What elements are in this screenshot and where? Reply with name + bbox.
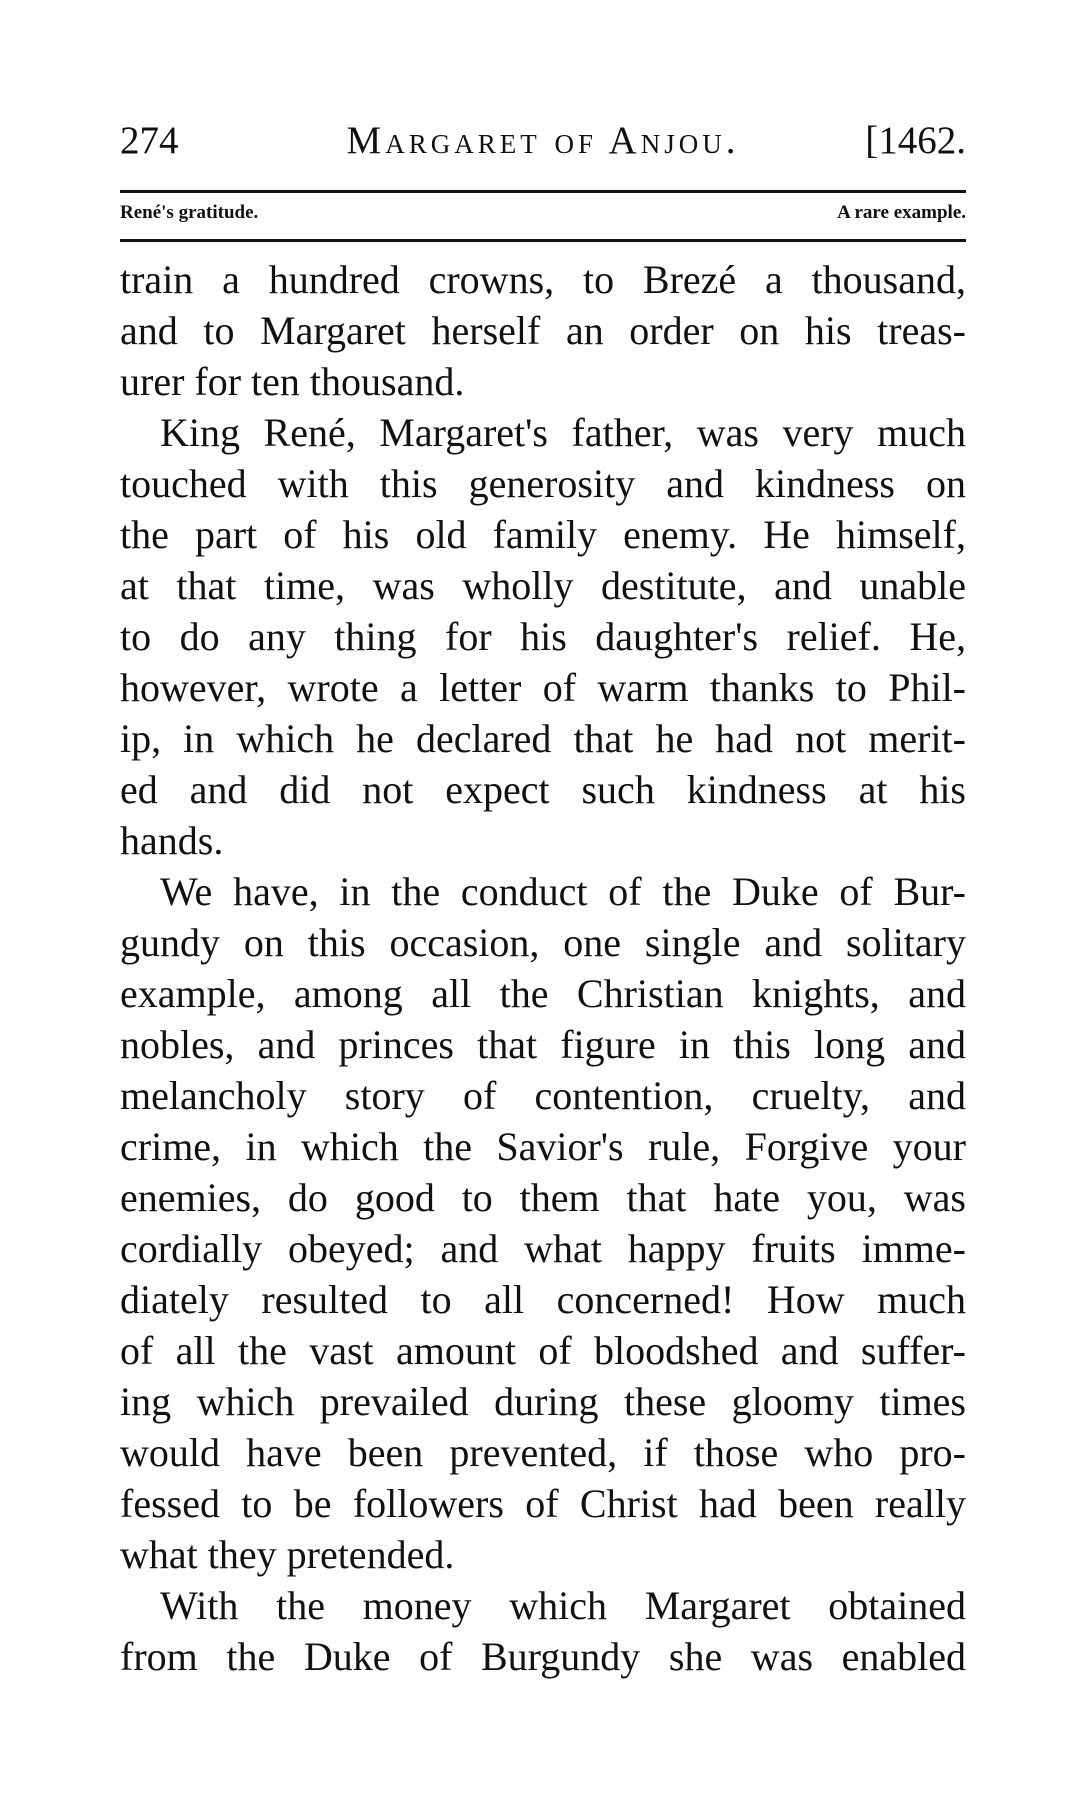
text-line: cordially obeyed; and what happy fruits imme- [120, 1226, 966, 1271]
text-line: to do any thing for his daughter's relief. He, [120, 614, 966, 659]
text-line: would have been prevented, if those who pro- [120, 1430, 966, 1475]
text-line: at that time, was wholly destitute, and unable [120, 563, 966, 608]
text-line: ed and did not expect such kindness at his [120, 767, 966, 812]
text-line: from the Duke of Burgundy she was enabled [120, 1634, 966, 1679]
header-rule-top [120, 190, 966, 193]
header-rule-bottom [120, 239, 966, 242]
side-headings [120, 202, 966, 232]
text-line: fessed to be followers of Christ had been really [120, 1481, 966, 1526]
text-line: King René, Margaret's father, was very much [160, 410, 966, 455]
text-line: enemies, do good to them that hate you, was [120, 1175, 966, 1220]
text-line: nobles, and princes that figure in this long and [120, 1022, 966, 1067]
side-heading-right: A rare example. [837, 202, 966, 223]
text-line: of all the vast amount of bloodshed and suffer- [120, 1328, 966, 1373]
text-line: however, wrote a letter of warm thanks to Phil- [120, 665, 966, 710]
text-line: example, among all the Christian knights, and [120, 971, 966, 1016]
text-line: urer for ten thousand. [120, 359, 465, 404]
text-line: melancholy story of contention, cruelty, and [120, 1073, 966, 1118]
text-line: crime, in which the Savior's rule, Forgive your [120, 1124, 966, 1169]
side-heading-left: René's gratitude. [120, 202, 259, 223]
header-year: [1462. [865, 119, 966, 162]
text-line: the part of his old family enemy. He himself, [120, 512, 966, 557]
text-line: touched with this generosity and kindness on [120, 461, 966, 506]
text-line: what they pretended. [120, 1532, 455, 1577]
text-line: hands. [120, 818, 224, 863]
text-line: diately resulted to all concerned! How much [120, 1277, 966, 1322]
text-line: gundy on this occasion, one single and solitary [120, 920, 966, 965]
text-line: With the money which Margaret obtained [160, 1583, 966, 1628]
page-number: 274 [120, 119, 179, 162]
body-text [120, 254, 966, 1682]
running-header [120, 118, 966, 170]
text-line: We have, in the conduct of the Duke of Bur- [160, 869, 966, 914]
text-line: train a hundred crowns, to Brezé a thousand, [120, 257, 966, 302]
text-line: and to Margaret herself an order on his treas- [120, 308, 966, 353]
text-line: ip, in which he declared that he had not merit- [120, 716, 966, 761]
text-line: ing which prevailed during these gloomy times [120, 1379, 966, 1424]
running-title: Margaret of Anjou. [346, 119, 740, 162]
